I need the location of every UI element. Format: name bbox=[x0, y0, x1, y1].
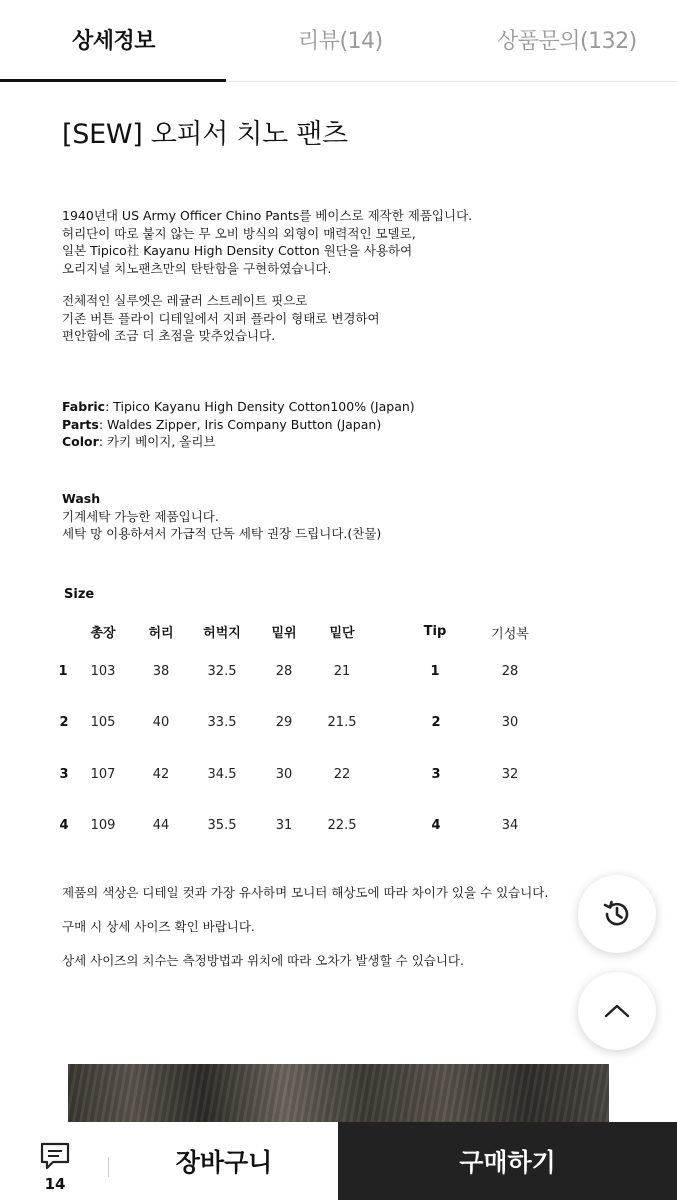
size-cell: 21.5 bbox=[327, 715, 357, 730]
tip-cell: 28 bbox=[501, 664, 519, 679]
wash-heading: Wash bbox=[62, 491, 101, 506]
size-cell: 42 bbox=[152, 767, 170, 782]
wash-info bbox=[62, 490, 381, 543]
size-cell: 31 bbox=[275, 818, 293, 833]
spec-value: : Tipico Kayanu High Density Cotton100% (Japan) bbox=[105, 399, 415, 414]
size-cell: 109 bbox=[90, 818, 116, 833]
spec-value: : Waldes Zipper, Iris Company Button (Japan) bbox=[98, 416, 382, 432]
size-row-label: 3 bbox=[59, 767, 69, 782]
fit-line: 전체적인 실루엣은 레귤러 스트레이트 핏으로 bbox=[62, 293, 308, 308]
divider bbox=[108, 1157, 109, 1177]
fit-line: 편안함에 조금 더 초점을 맞추었습니다. bbox=[62, 328, 276, 343]
bottom-action-bar bbox=[0, 1122, 677, 1200]
size-cell: 38 bbox=[152, 664, 170, 679]
intro-paragraph bbox=[62, 207, 472, 277]
fit-line: 기존 버튼 플라이 디테일에서 지퍼 플라이 형태로 변경하여 bbox=[62, 310, 380, 326]
product-photo bbox=[68, 1064, 609, 1124]
tip-col-header: 기성복 bbox=[491, 627, 529, 642]
size-col-header: 밑위 bbox=[271, 626, 297, 641]
size-cell: 40 bbox=[152, 715, 170, 730]
active-tab-indicator bbox=[0, 79, 226, 82]
tip-cell: 32 bbox=[501, 767, 519, 782]
chevron-up-icon bbox=[602, 1001, 632, 1021]
size-row-label: 4 bbox=[59, 818, 69, 833]
size-cell: 35.5 bbox=[207, 818, 237, 833]
chat-icon bbox=[39, 1141, 71, 1171]
size-cell: 22.5 bbox=[327, 818, 357, 833]
spec-list bbox=[62, 398, 415, 451]
wash-line: 세탁 망 이용하셔서 가급적 단독 세탁 권장 드립니다.(찬물) bbox=[62, 526, 382, 541]
tip-row-label: 2 bbox=[431, 715, 441, 730]
size-cell: 30 bbox=[275, 767, 293, 782]
tab-reviews[interactable]: 리뷰(14) bbox=[298, 29, 383, 54]
size-cell: 21 bbox=[333, 664, 351, 679]
size-cell: 32.5 bbox=[207, 664, 237, 679]
spec-value: : 카키 베이지, 올리브 bbox=[98, 434, 216, 449]
size-cell: 34.5 bbox=[207, 767, 237, 782]
wash-line: 기계세탁 가능한 제품입니다. bbox=[62, 508, 219, 524]
size-cell: 29 bbox=[275, 715, 293, 730]
note-measurement: 상세 사이즈의 치수는 측정방법과 위치에 따라 오차가 발생할 수 있습니다. bbox=[62, 953, 464, 968]
spec-label: Color bbox=[62, 434, 99, 449]
size-cell: 107 bbox=[90, 767, 116, 782]
tip-row-label: 1 bbox=[430, 664, 440, 679]
size-row-label: 1 bbox=[58, 664, 68, 679]
intro-line: 일본 Tipico社 Kayanu High Density Cotton 원단을 사용하여 bbox=[62, 243, 413, 258]
size-row-label: 2 bbox=[59, 715, 69, 730]
tab-product-inquiry[interactable]: 상품문의(132) bbox=[497, 29, 637, 54]
size-col-header: 총장 bbox=[90, 626, 116, 641]
add-to-cart-button[interactable]: 장바구니 bbox=[110, 1122, 338, 1200]
tip-row-label: 3 bbox=[431, 767, 441, 782]
fit-paragraph bbox=[62, 292, 380, 345]
spec-fabric bbox=[62, 398, 415, 416]
product-title: [SEW] 오피서 치노 팬츠 bbox=[62, 119, 348, 150]
spec-label: Fabric bbox=[62, 399, 106, 414]
spec-parts bbox=[62, 416, 415, 434]
tab-detail-info[interactable]: 상세정보 bbox=[72, 29, 156, 54]
size-cell: 44 bbox=[152, 818, 170, 833]
buy-now-button[interactable]: 구매하기 bbox=[338, 1122, 677, 1200]
note-color: 제품의 색상은 디테일 컷과 가장 유사하며 모니터 해상도에 따라 차이가 있을 수 있습니다. bbox=[62, 885, 549, 900]
intro-line: 1940년대 US Army Officer Chino Pants를 베이스로 제작한 제품입니다. bbox=[62, 208, 473, 223]
note-size-check: 구매 시 상세 사이즈 확인 바랍니다. bbox=[62, 919, 255, 934]
tip-cell: 34 bbox=[501, 818, 519, 833]
scroll-to-top-button[interactable] bbox=[578, 972, 656, 1050]
tip-row-label: 4 bbox=[431, 818, 441, 833]
tip-header: Tip bbox=[423, 624, 447, 639]
size-col-header: 허리 bbox=[148, 626, 174, 641]
size-cell: 33.5 bbox=[207, 715, 237, 730]
size-col-header: 밑단 bbox=[329, 626, 355, 641]
intro-line: 허리단이 따로 붙지 않는 무 오비 방식의 외형이 매력적인 모델로, bbox=[62, 225, 416, 241]
size-cell: 105 bbox=[90, 715, 116, 730]
size-heading: Size bbox=[64, 587, 95, 602]
size-cell: 28 bbox=[275, 664, 293, 679]
spec-label: Parts bbox=[62, 416, 99, 432]
spec-color bbox=[62, 433, 415, 451]
tip-cell: 30 bbox=[501, 715, 519, 730]
size-cell: 103 bbox=[90, 664, 116, 679]
size-cell: 22 bbox=[333, 767, 351, 782]
size-col-header: 허벅지 bbox=[203, 626, 241, 641]
history-icon bbox=[600, 897, 634, 931]
detail-tabs bbox=[0, 0, 677, 82]
review-chat-button[interactable] bbox=[20, 1122, 90, 1200]
intro-line: 오리지널 치노팬츠만의 탄탄함을 구현하였습니다. bbox=[62, 260, 332, 276]
review-count: 14 bbox=[44, 1175, 66, 1193]
recent-history-button[interactable] bbox=[578, 875, 656, 953]
